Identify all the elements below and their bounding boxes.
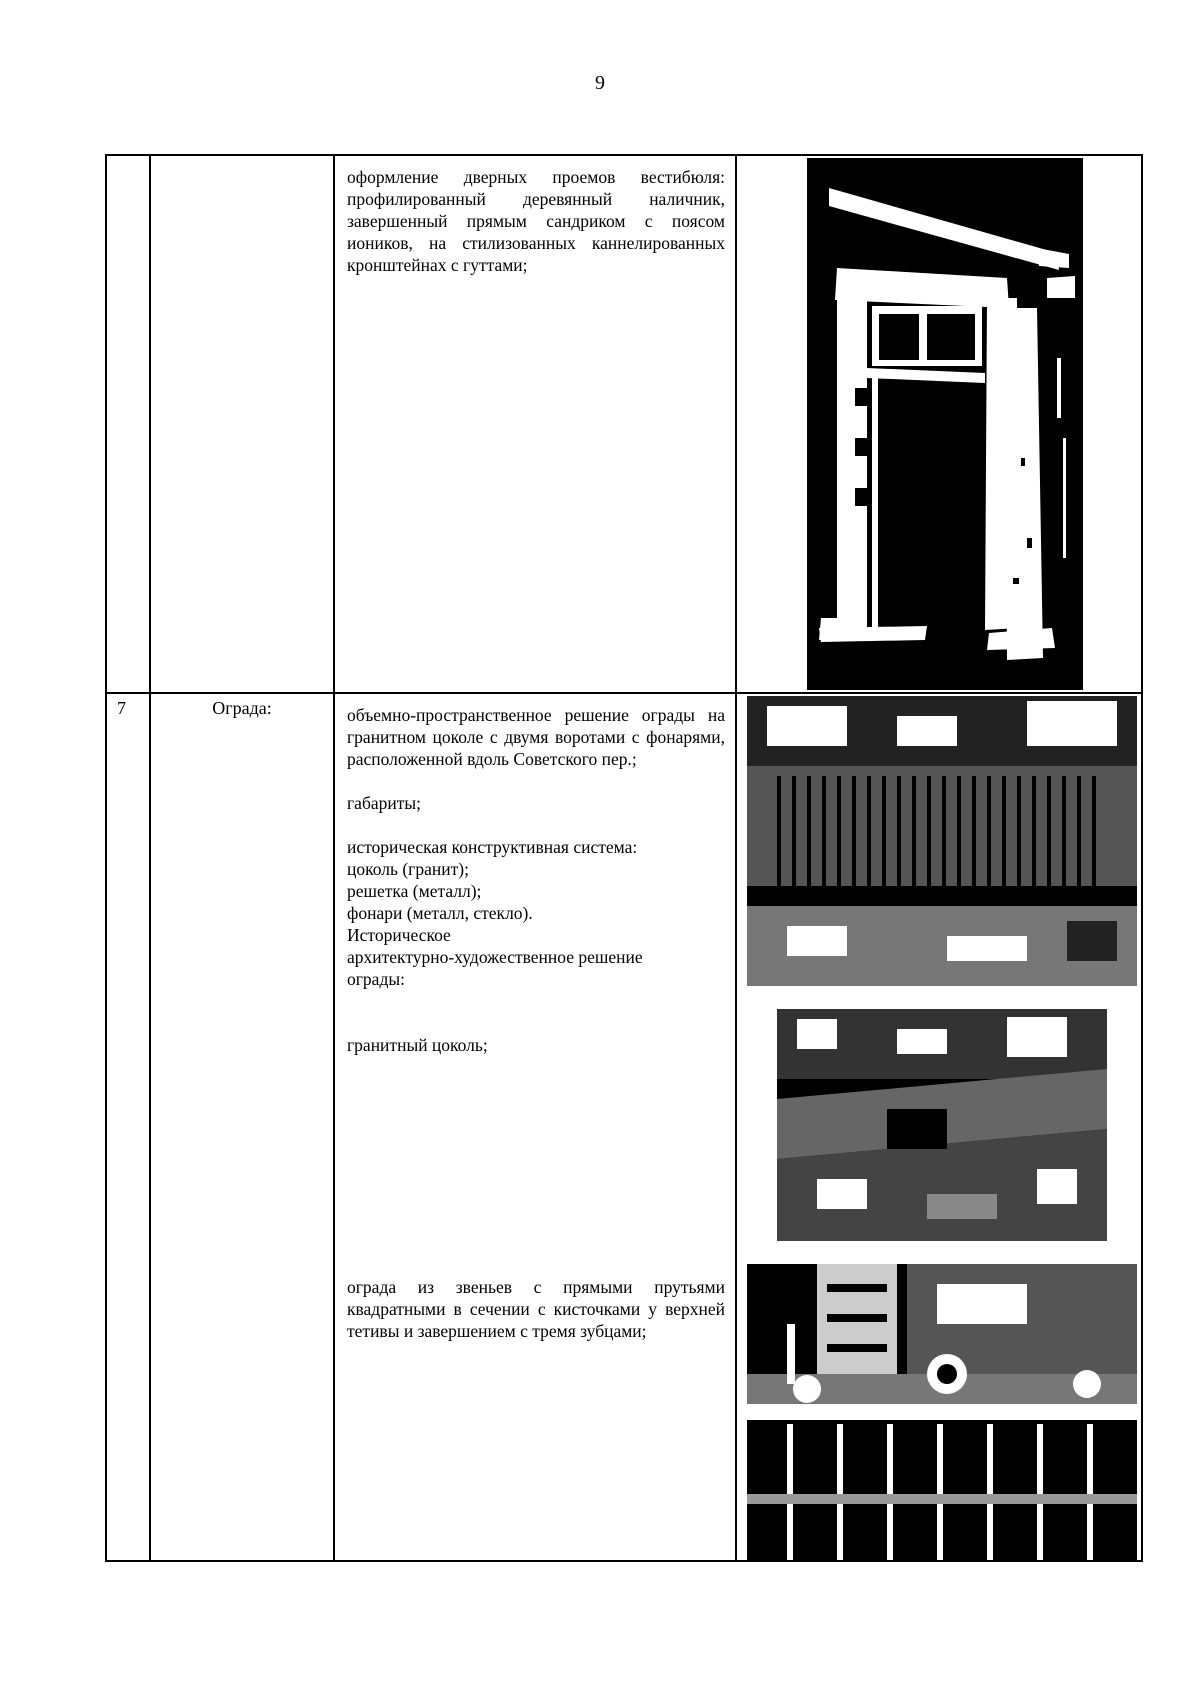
photo-cell	[736, 155, 1142, 693]
fence-gate-photo	[747, 1264, 1137, 1560]
table-row	[106, 155, 1142, 693]
fence-links-description: ограда из звеньев с прямыми прутьями квадратными в сечении с кисточками у верхней тетивы и завершением с тремя зубцами;	[347, 1277, 725, 1341]
structure-line: архитектурно-художественное решение	[347, 947, 643, 967]
description-cell	[334, 155, 736, 693]
granite-plinth-photo	[777, 1009, 1107, 1241]
dimensions-label: габариты;	[347, 793, 421, 813]
description-cell	[334, 693, 736, 1561]
photo-cell	[736, 693, 1142, 1561]
element-name-cell	[150, 155, 334, 693]
vestibule-door-photo	[807, 158, 1083, 690]
structure-line: цоколь (гранит);	[347, 859, 469, 879]
granite-plinth-label: гранитный цоколь;	[347, 1035, 488, 1055]
table-row	[106, 693, 1142, 1561]
door-openings-description: оформление дверных проемов вестибюля: профилированный деревянный наличник, завершенный прямым сандриком с поясом иоников, на стилизованных каннелированных кронштейнах с гуттами;	[347, 167, 725, 275]
structure-line: фонари (металл, стекло).	[347, 903, 533, 923]
page-number: 9	[595, 72, 605, 94]
fence-photo-1	[747, 696, 1137, 986]
element-name-cell	[150, 693, 334, 1561]
element-name: Ограда:	[212, 698, 272, 718]
row-number-cell: 7	[106, 693, 150, 1561]
structure-line: историческая конструктивная система:	[347, 837, 638, 857]
row-number-cell	[106, 155, 150, 693]
structure-line: решетка (металл);	[347, 881, 482, 901]
structure-line: Историческое	[347, 925, 451, 945]
monument-table	[105, 154, 1143, 1562]
fence-volume-description: объемно-пространственное решение ограды на гранитном цоколе с двумя воротами с фонарями, расположенной вдоль Советского пер.;	[347, 705, 725, 769]
structure-line: ограды:	[347, 969, 405, 989]
